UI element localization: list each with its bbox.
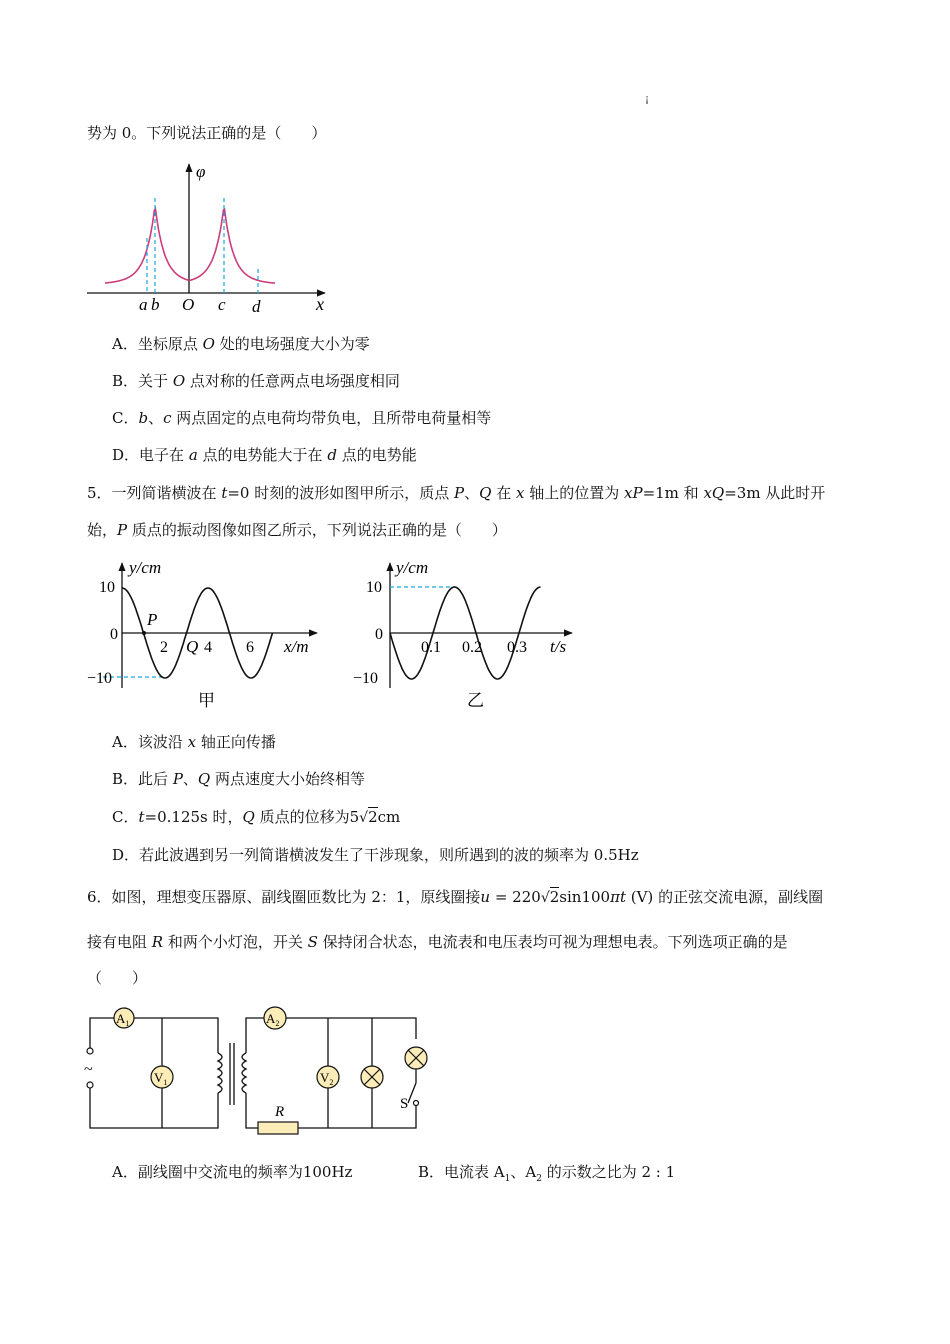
- q5-yi-xtick-02: 0.2: [462, 639, 482, 656]
- q6-voltmeter-v2-label: $V_2$: [320, 1070, 334, 1087]
- q5-option-b: B．此后 P、Q 两点速度大小始终相等: [112, 770, 366, 788]
- q6-voltmeter-v1-label: $V_1$: [154, 1070, 168, 1087]
- q5-yi-x-label: t/s: [550, 637, 567, 656]
- q4-option-c: C．b、c 两点固定的点电荷均带负电，且所带电荷量相等: [112, 409, 492, 427]
- q4-option-b: B．关于 O 点对称的任意两点电场强度相同: [112, 372, 400, 390]
- q6-wire-secondary-top-left: [246, 1018, 264, 1053]
- q6-switch-label: S: [400, 1096, 409, 1112]
- q4-stem-tail: 势为 0。下列说法正确的是（ ）: [87, 124, 327, 142]
- q6-source-symbol: ~: [84, 1061, 93, 1078]
- q6-wire-primary-top-left: [90, 1018, 114, 1048]
- q6-switch-blade: [408, 1083, 416, 1103]
- q6-source-terminal-top: [87, 1048, 93, 1054]
- q5-option-d: D．若此波遇到另一列简谐横波发生了干涉现象，则所遇到的波的频率为 0.5Hz: [112, 846, 639, 864]
- q6-wire-secondary-top-right: [286, 1018, 416, 1039]
- q6-option-b: B．电流表 $A_1$、$A_2$ 的示数之比为 2 : 1: [418, 1163, 676, 1184]
- q4-option-a: A．坐标原点 O 处的电场强度大小为零: [112, 335, 370, 353]
- q6-ammeter-a2-label: $A_2$: [266, 1011, 280, 1028]
- q6-option-a: A．副线圈中交流电的频率为100Hz: [112, 1163, 353, 1181]
- q5-yi-y-label: y/cm: [396, 558, 429, 577]
- q4-x-axis-label: x: [316, 294, 324, 314]
- q4-label-c: c: [218, 295, 226, 314]
- q5-jia-x-label: x/m: [284, 637, 309, 656]
- q5-yi-ytick-0: 0: [375, 626, 383, 643]
- q5-wave-graph-jia: [85, 558, 325, 718]
- q5-jia-xtick-2: 2: [160, 639, 168, 656]
- q5-option-c: C．t=0.125s 时，Q 质点的位移为5√2cm: [112, 808, 401, 826]
- q6-stem-line2: 接有电阻 R 和两个小灯泡，开关 S 保持闭合状态，电流表和电压表均可视为理想电表。下列选项正确的是: [87, 933, 788, 951]
- q5-jia-y-label: y/cm: [129, 558, 162, 577]
- q5-option-a: A．该波沿 x 轴正向传播: [112, 733, 276, 751]
- q5-stem-line2: 始，P 质点的振动图像如图乙所示，下列说法正确的是（ ）: [87, 521, 507, 539]
- q6-wire-primary-top-right: [134, 1018, 218, 1053]
- q5-yi-caption: 乙: [467, 691, 484, 710]
- q5-jia-caption: 甲: [198, 691, 215, 710]
- q4-label-d: d: [252, 297, 261, 316]
- q6-stem-line1: 6．如图，理想变压器原、副线圈匝数比为 2：1，原线圈接u = 220√2sin100πt (V) 的正弦交流电源，副线圈: [87, 888, 824, 906]
- q4-label-a: a: [139, 295, 148, 314]
- q6-wire-primary-bottom: [90, 1088, 218, 1128]
- q5-yi-ytick-neg10: −10: [353, 670, 379, 687]
- page-top-mark: ¡: [645, 94, 650, 105]
- q4-label-b: b: [151, 295, 160, 314]
- q5-stem-line1: 5．一列简谐横波在 t=0 时刻的波形如图甲所示，质点 P、Q 在 x 轴上的位置为 xP=1m 和 xQ=3m 从此时开: [87, 484, 826, 502]
- q6-ammeter-a1-label: $A_1$: [116, 1011, 130, 1028]
- q6-primary-coil: [218, 1053, 222, 1093]
- q6-source-terminal-bottom: [87, 1082, 93, 1088]
- q5-yi-ytick-10: 10: [366, 579, 382, 596]
- q5-jia-label-Q: Q: [186, 637, 199, 656]
- q6-circuit-diagram: [80, 1003, 430, 1138]
- q6-resistor-label: R: [275, 1104, 285, 1120]
- q5-jia-xtick-4: 4: [204, 639, 212, 656]
- q6-switch-terminal: [414, 1101, 419, 1106]
- q6-lamp-1: [361, 1066, 383, 1088]
- q4-label-O: O: [182, 295, 195, 314]
- q6-stem-line3: （ ）: [87, 969, 148, 987]
- q4-option-d: D．电子在 a 点的电势能大于在 d 点的电势能: [112, 446, 417, 464]
- q5-jia-label-P: P: [147, 610, 158, 629]
- q5-yi-xtick-01: 0.1: [421, 639, 441, 656]
- q4-potential-curve-right: [189, 209, 275, 283]
- q5-jia-point-P: [142, 631, 146, 635]
- q6-wire-secondary-bottom-left: [246, 1093, 258, 1128]
- q5-vibration-graph-yi: [350, 558, 580, 718]
- q5-jia-ytick-neg10: −10: [87, 670, 113, 687]
- q6-lamp-2: [405, 1047, 427, 1069]
- q6-resistor: [258, 1122, 298, 1134]
- q5-jia-xtick-6: 6: [246, 639, 254, 656]
- q6-secondary-coil: [242, 1053, 246, 1093]
- q4-potential-graph: [85, 158, 335, 318]
- q5-jia-ytick-0: 0: [110, 626, 118, 643]
- q5-jia-ytick-10: 10: [99, 579, 115, 596]
- q5-yi-xtick-03: 0.3: [507, 639, 527, 656]
- q6-wire-secondary-bottom-right: [298, 1111, 416, 1128]
- q4-y-axis-label: φ: [196, 162, 206, 181]
